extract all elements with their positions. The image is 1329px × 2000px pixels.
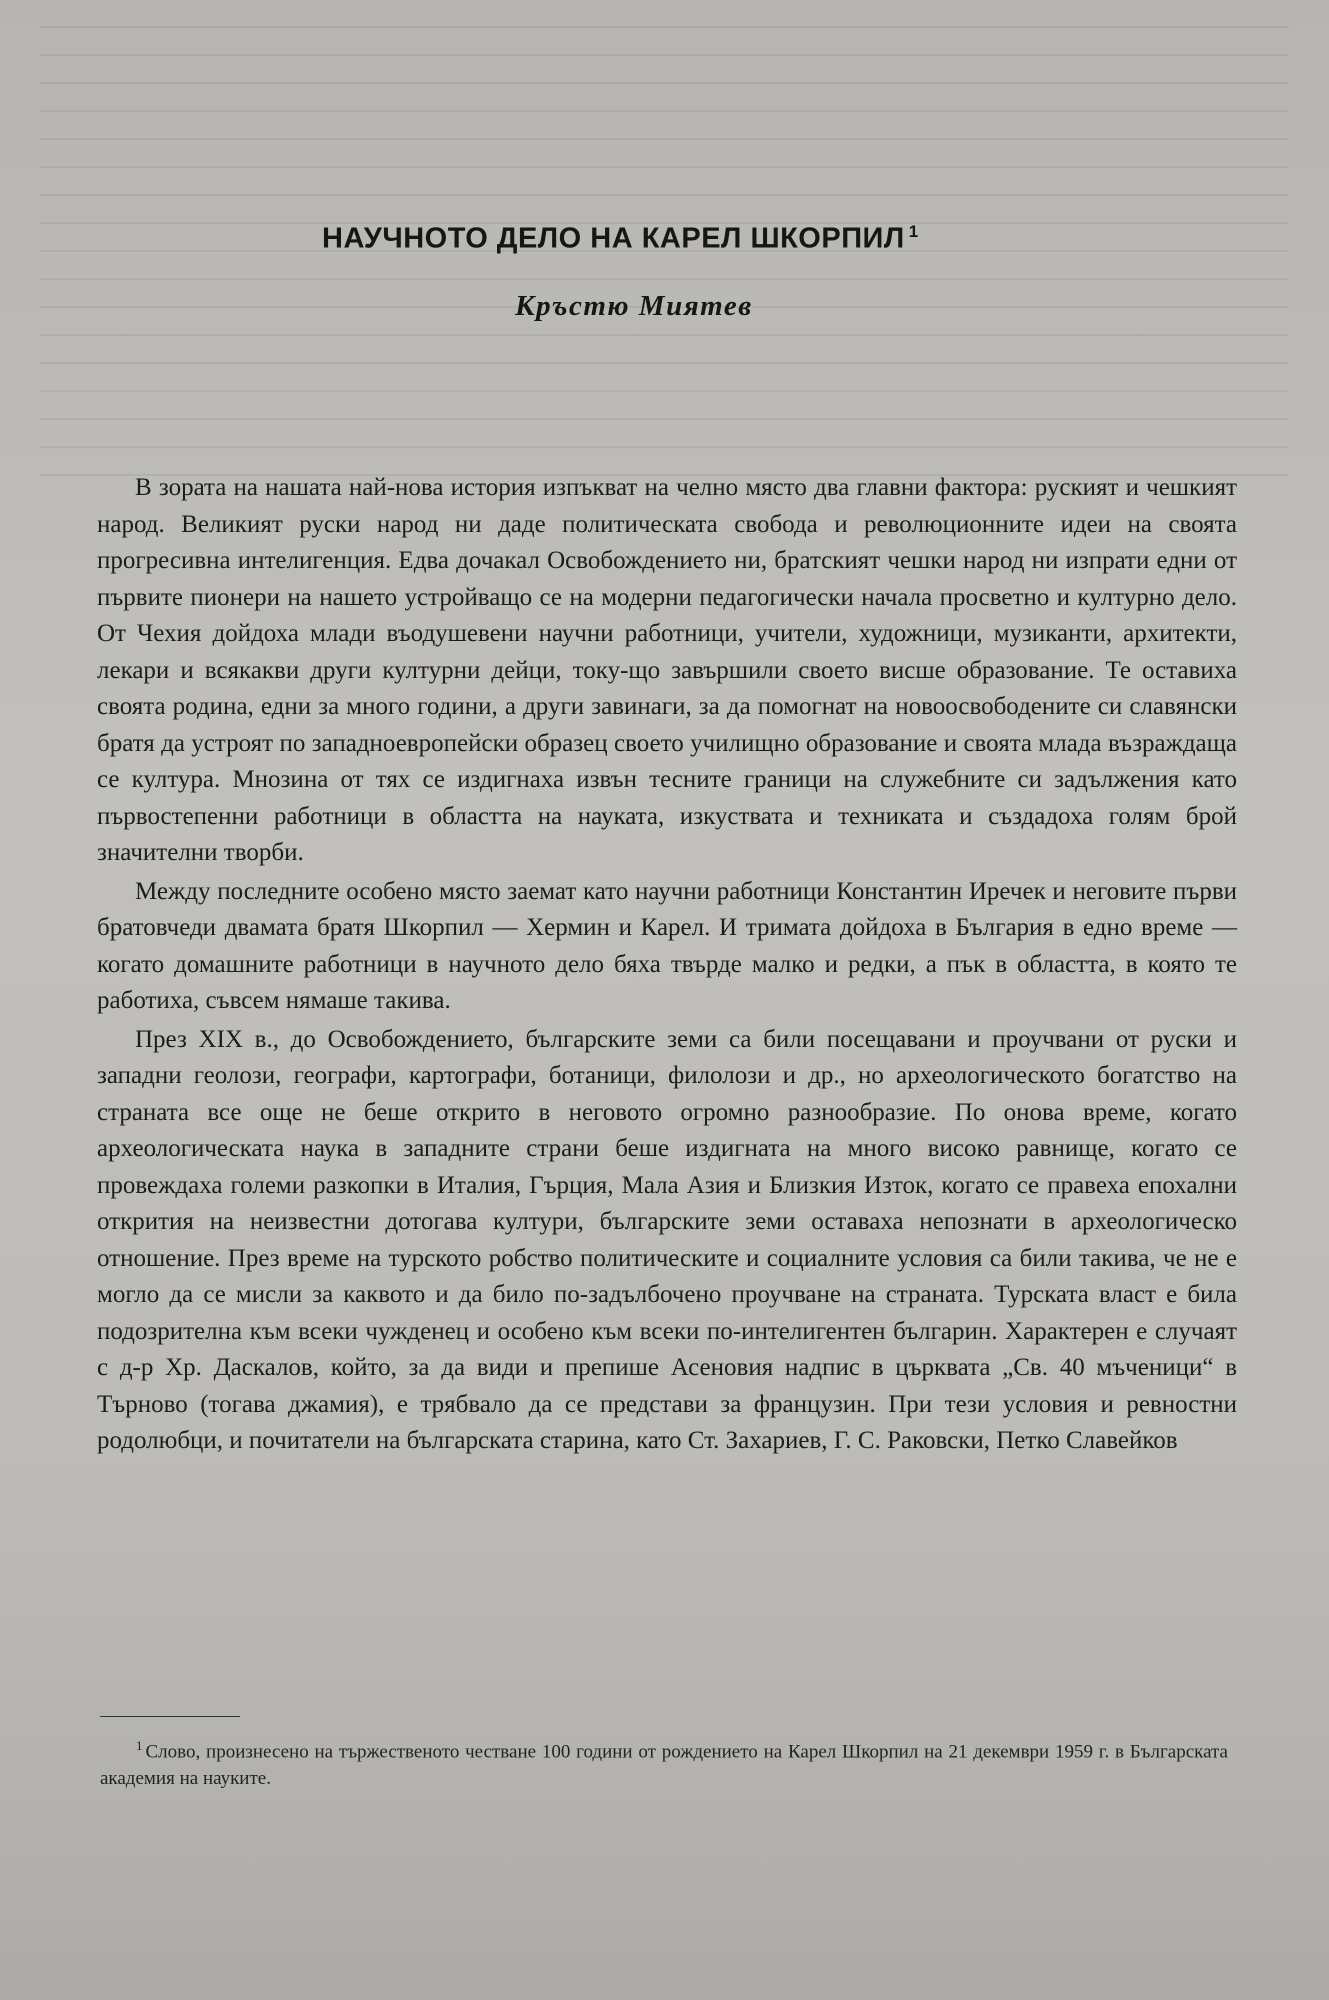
article-author: Кръстю Миятев bbox=[515, 290, 753, 322]
footnote-separator bbox=[100, 1716, 240, 1717]
body-paragraph-1: В зората на нашата най-нова история изпъкват на челно място два главни фактора: руският и чешкият народ. Великият руски народ ни даде политическата свобода и революционните идеи на своята прогресивна интелигенция. Едва дочакал Освобождението ни, братският чешки народ ни изпрати едни от първите пионери на нашето устройващо се на модерни педагогически начала просветно и културно дело. От Чехия дойдоха млади въодушевени научни работници, учители, художници, музиканти, архитекти, лекари и всякакви други културни дейци, току-що завършили своето висше образование. Те оставиха своята родина, едни за много години, а други завинаги, за да помогнат на новоосвободените си славянски братя да устроят по западноевропейски образец своето училищно образование и своята млада възраждаща се култура. Мнозина от тях се издигнаха извън тесните граници на служебните си задължения като първостепенни работници в областта на науката, изкуствата и техниката и създадоха голям брой значителни творби. bbox=[97, 474, 1237, 866]
article-body bbox=[97, 470, 1237, 1462]
footnote-text: Слово, произнесено на тържественото честване 100 години от рождението на Карел Шкорпил на 21 декември 1959 г. в Българската академия на науките. bbox=[100, 1741, 1228, 1790]
title-footnote-marker: 1 bbox=[908, 222, 919, 241]
body-paragraph-2: Между последните особено място заемат като научни работници Константин Иречек и неговите първи братовчеди двамата братя Шкорпил — Хермин и Карел. И тримата дойдоха в България в едно време — когато домашните работници в научното дело бяха твърде малко и редки, а пък в областта, в която те работиха, съвсем нямаше такива. bbox=[97, 877, 1237, 1014]
body-paragraph-3: През XIX в., до Освобождението, българските земи са били посещавани и проучвани от руски и западни геолози, географи, картографи, ботаници, филолози и др., но археологическото богатство на страната все още не беше открито в неговото огромно разнообразие. По онова време, когато археологическата наука в западните страни беше издигната на много високо равнище, когато се провеждаха големи разкопки в Италия, Гърция, Мала Азия и Близкия Изток, когато се правеха епохални открития на неизвестни дотогава култури, българските земи оставаха непознати в археологическо отношение. През време на турското робство политическите и социалните условия са били такива, че не е могло да се мисли за каквото и да било по-задълбочено проучване на страната. Турската власт е била подозрителна към всеки чужденец и особено към всеки по-интелигентен българин. Характерен е случаят с д-р Хр. Даскалов, който, за да види и препише Асеновия надпис в църквата „Св. 40 мъченици“ в Търново (тогава джамия), е трябвало да се представи за французин. При тези условия и ревностни родолюбци, и почитатели на българската старина, като Ст. Захариев, Г. С. Раковски, Петко Славейков bbox=[97, 1025, 1237, 1454]
article-title bbox=[322, 222, 919, 256]
article-title-text: НАУЧНОТО ДЕЛО НА КАРЕЛ ШКОРПИЛ bbox=[322, 222, 905, 255]
footnote bbox=[100, 1732, 1228, 1792]
footnote-marker: 1 bbox=[136, 1738, 143, 1753]
